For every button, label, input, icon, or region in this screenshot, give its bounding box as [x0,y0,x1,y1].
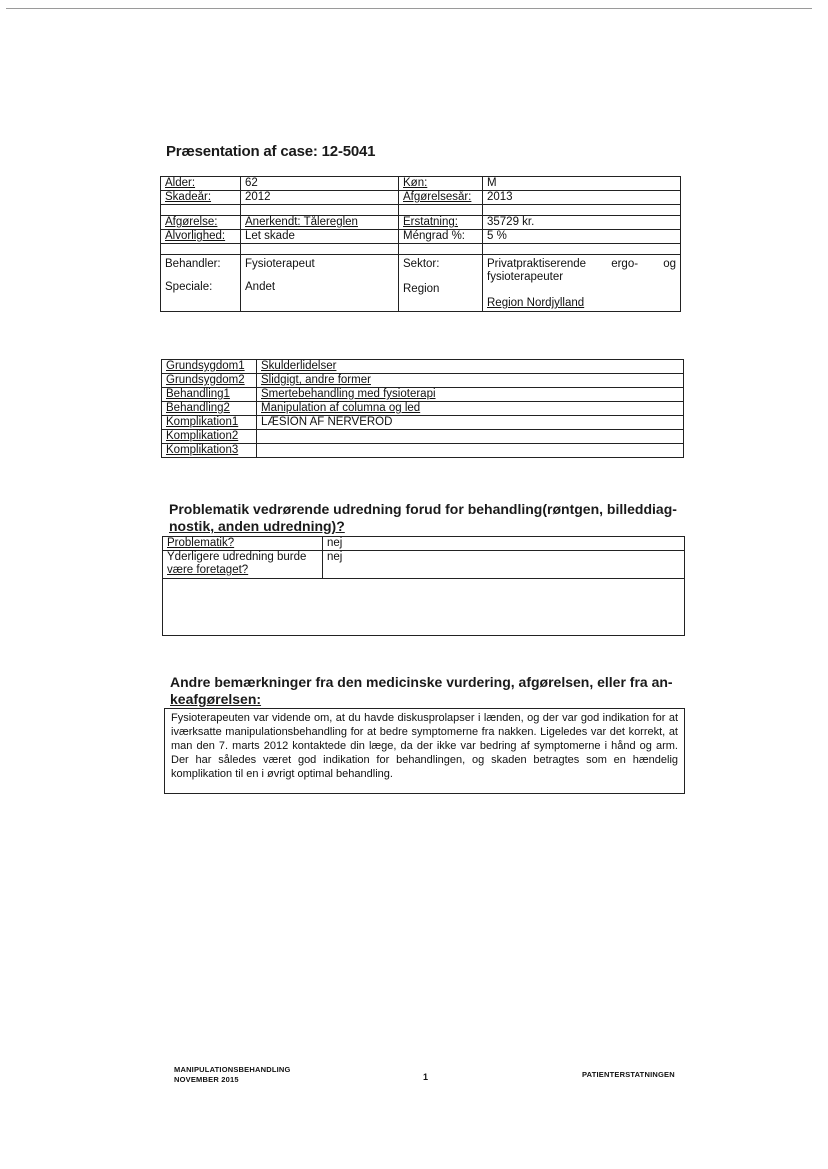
table-row [161,216,681,230]
table-row [163,537,685,551]
table-row [161,191,681,205]
footer-right: PATIENTERSTATNINGEN [582,1070,675,1079]
alvorlighed-label: Alvorlighed: [161,230,241,244]
remarks-text: Fysioterapeuten var vidende om, at du havde diskusprolapser i lænden, og der var god indikation for at iværksatte manipulationsbehandling for at bedre symptomerne fra nakken. Ligeledes var det korrekt, at man den 7. marts 2012 kontaktede din læge, da der ikke var bedring af symptomerne i hånd og arm. Der har således været god indikation for behandlingen, og skaden betragtes som en hændelig komplikation til en i øvrigt optimal behandling. [171,712,678,780]
afgoerelse-label: Afgørelse: [161,216,241,230]
footer-title: MANIPULATIONSBEHANDLING [174,1065,291,1074]
blank-cell [483,244,681,255]
alder-value: 62 [241,177,399,191]
sektor-label: Sektor: [403,258,440,270]
page-title: Præsentation af case: 12-5041 [166,143,376,160]
remarks-heading [170,674,682,708]
diagnosis-body [162,360,684,458]
blank-cell [399,205,483,216]
diagnosis-value: LÆSION AF NERVEROD [257,416,684,430]
speciale-label: Speciale: [165,281,213,293]
diagnosis-label: Behandling1 [162,388,257,402]
afgoerelsesaar-value: 2013 [483,191,681,205]
problem-heading-line: nostik, anden udredning)? [169,518,345,534]
table-row [161,230,681,244]
problem-heading-line: Problematik vedrørende udredning forud for behandling(røntgen, billeddiag- [169,501,677,517]
afgoerelsesaar-label: Afgørelsesår: [399,191,483,205]
behandler-speciale-values [241,255,399,312]
sektor-value-word: Privatpraktiserende [487,258,587,270]
mengrad-value: 5 % [483,230,681,244]
problem-table [162,536,685,636]
table-row [162,374,684,388]
kon-value: M [483,177,681,191]
blank-cell [161,244,241,255]
table-row [162,360,684,374]
diagnosis-table [161,359,684,458]
blank-cell [161,205,241,216]
remarks-heading-line: Andre bemærkninger fra den medicinske vurdering, afgørelsen, eller fra an- [170,674,673,690]
diagnosis-label: Komplikation1 [162,416,257,430]
sektor-region-values [483,255,681,312]
sektor-region-labels [399,255,483,312]
diagnosis-value: Slidgigt, andre former [257,374,684,388]
diagnosis-label: Behandling2 [162,402,257,416]
diagnosis-value: Smertebehandling med fysioterapi [257,388,684,402]
diagnosis-value: Skulderlidelser [257,360,684,374]
problem-heading [169,501,684,535]
problem-question-line: Yderligere udredning burde [167,551,307,563]
table-row [161,205,681,216]
region-value: Region Nordjylland [487,297,585,309]
remarks-box [164,708,685,794]
remarks-heading-line: keafgørelsen: [170,691,262,707]
footer-left [174,1065,291,1085]
behandler-label: Behandler: [165,258,221,270]
table-row [162,402,684,416]
problem-answer: nej [323,537,685,551]
blank-cell [241,205,399,216]
alvorlighed-value: Let skade [241,230,399,244]
problem-question: Problematik? [163,537,323,551]
footer-date: NOVEMBER 2015 [174,1075,239,1084]
problem-answer: nej [323,551,685,579]
table-row [163,579,685,636]
speciale-value: Andet [245,281,276,293]
mengrad-label: Méngrad %: [399,230,483,244]
case-info-table [160,176,681,312]
erstatning-value: 35729 kr. [483,216,681,230]
blank-cell [399,244,483,255]
behandler-value: Fysioterapeut [245,258,315,270]
diagnosis-label: Komplikation2 [162,430,257,444]
afgoerelse-value: Anerkendt: Tålereglen [241,216,399,230]
table-row [161,244,681,255]
kon-label: Køn: [399,177,483,191]
table-row [162,430,684,444]
diagnosis-value [257,430,684,444]
top-rule [6,8,812,9]
diagnosis-label: Grundsygdom1 [162,360,257,374]
table-row [161,255,681,312]
behandler-speciale-labels [161,255,241,312]
region-label: Region [403,283,440,295]
table-row [162,416,684,430]
skadeaar-value: 2012 [241,191,399,205]
page-number: 1 [423,1072,429,1082]
blank-cell [483,205,681,216]
sektor-value-word: ergo- [611,258,639,270]
erstatning-label: Erstatning: [399,216,483,230]
problem-question-line: være foretaget? [167,564,249,576]
alder-label: Alder: [161,177,241,191]
problem-question [163,551,323,579]
sektor-value-word: og [663,258,676,270]
blank-cell [241,244,399,255]
skadeaar-label: Skadeår: [161,191,241,205]
diagnosis-label: Komplikation3 [162,444,257,458]
diagnosis-value: Manipulation af columna og led [257,402,684,416]
table-row [163,551,685,579]
table-row [161,177,681,191]
diagnosis-value [257,444,684,458]
table-row [162,388,684,402]
table-row [162,444,684,458]
diagnosis-label: Grundsygdom2 [162,374,257,388]
sektor-value-line2: fysioterapeuter [487,271,564,283]
problem-notes-cell [163,579,685,636]
